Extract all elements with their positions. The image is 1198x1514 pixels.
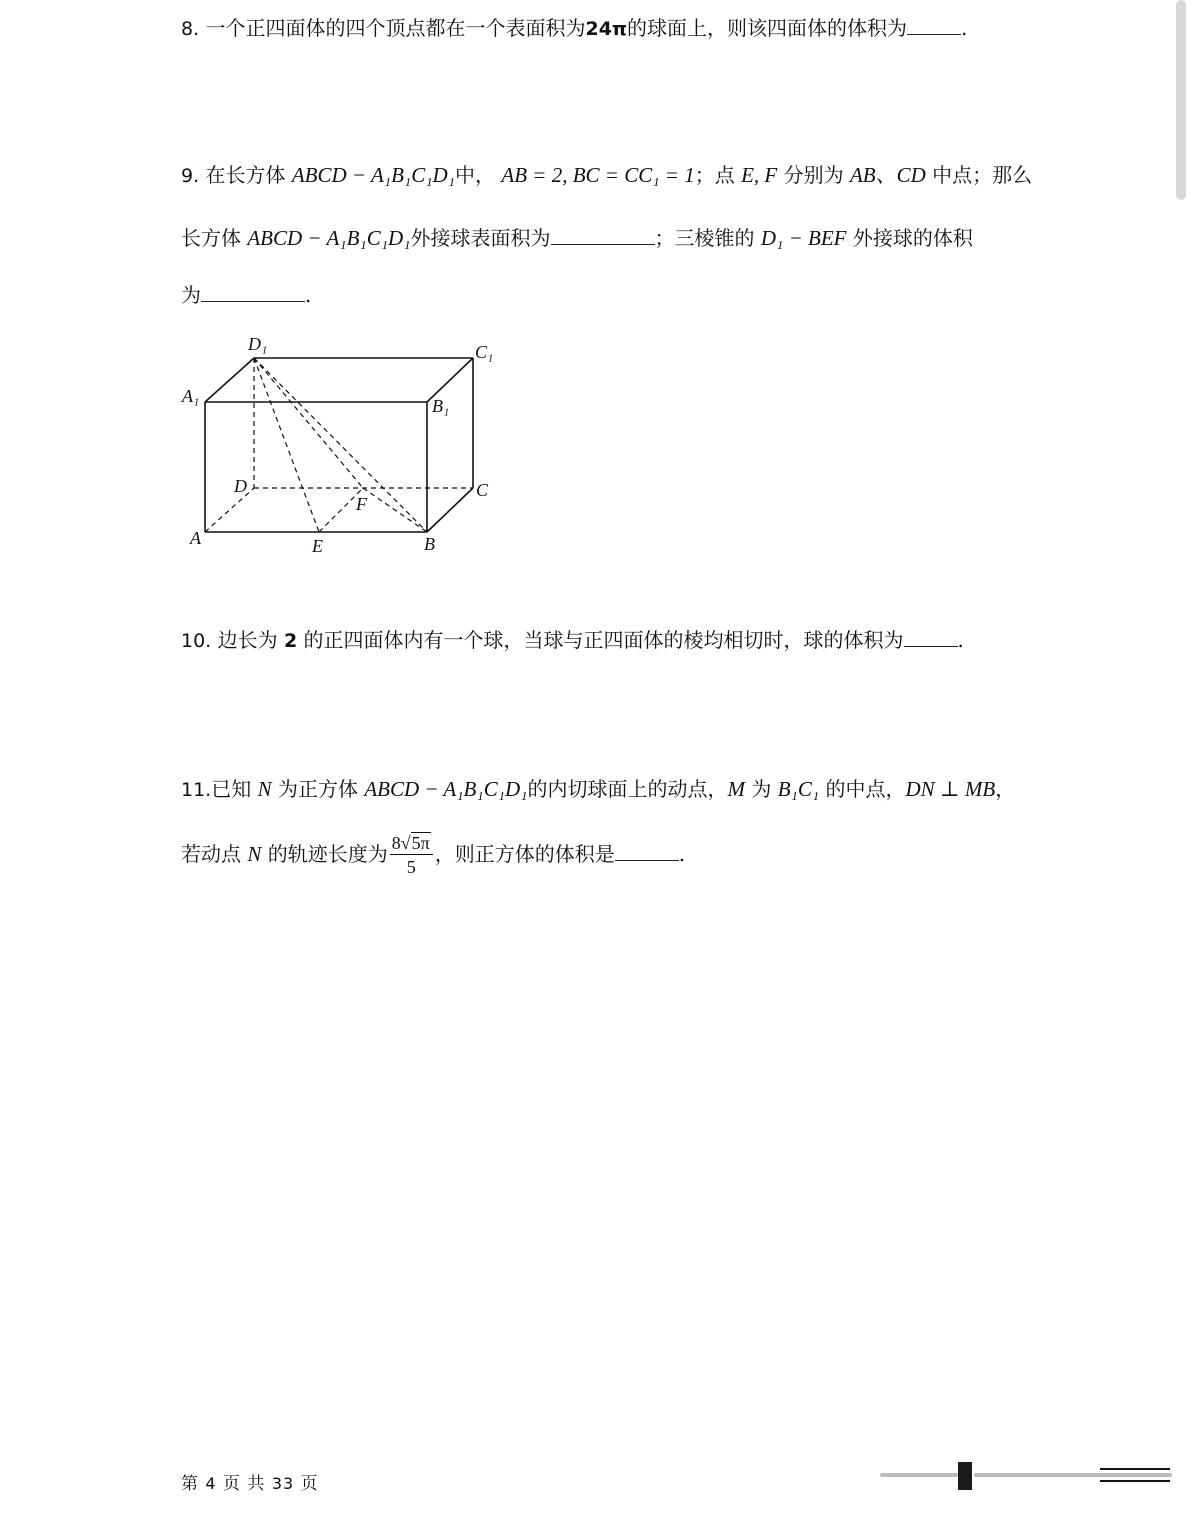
footer-text: 页 [300, 1474, 319, 1494]
segments: AB、CD [849, 163, 926, 187]
surface-area-value: 24π [585, 18, 627, 40]
period: . [305, 283, 312, 307]
question-text: 中点；那么 [932, 163, 1033, 187]
radicand: 5π [411, 833, 430, 853]
perpendicular-condition: DN ⊥ MB [905, 777, 996, 801]
question-number: 9. [181, 165, 200, 187]
condition: AB = 2, BC = CC₁ = 1 [501, 163, 695, 187]
footer-text: 页 共 [223, 1474, 266, 1494]
vertical-scrollbar[interactable] [1176, 0, 1186, 200]
question-text: 为 [751, 777, 772, 801]
period: . [678, 842, 686, 866]
question-text: 的轨迹长度为 [267, 842, 388, 866]
question-9-line-2 [181, 224, 973, 252]
question-text: 的中点， [825, 777, 906, 801]
question-text: 在长方体 [205, 163, 286, 187]
point-n: N [247, 842, 262, 866]
fraction-numerator: 8√5π [390, 832, 433, 855]
question-8 [181, 14, 967, 43]
trajectory-length-fraction [390, 832, 433, 879]
question-text: 的正四面体内有一个球，当球与正四面体的棱均相切时，球的体积为 [303, 628, 904, 652]
question-text: 的内切球面上的动点， [527, 777, 728, 801]
pyramid-name: D₁ − BEF [760, 226, 847, 250]
label-f: F [356, 494, 367, 514]
label-a: A [190, 528, 201, 548]
question-10 [181, 626, 964, 655]
solid-edges [205, 358, 473, 532]
answer-blank-surface-area[interactable] [551, 224, 655, 245]
point-n: N [257, 777, 272, 801]
cuboid-figure [178, 330, 496, 562]
question-text: 一个正四面体的四个顶点都在一个表面积为 [205, 16, 586, 40]
label-d1: D₁ [248, 334, 268, 354]
point-m: M [727, 777, 745, 801]
question-11-line-1 [181, 775, 1015, 804]
footer-text: 第 [181, 1474, 199, 1494]
question-text: ，则正方体的体积是 [434, 842, 615, 866]
label-b1: B₁ [432, 396, 450, 416]
answer-blank[interactable] [615, 840, 679, 861]
question-number: 11. [181, 779, 212, 801]
fraction-denominator: 5 [406, 857, 416, 877]
label-a1: A₁ [182, 386, 200, 406]
question-text: ；三棱锥的 [654, 226, 755, 250]
label-b: B [424, 534, 435, 554]
label-c1: C₁ [475, 342, 494, 362]
question-text: 的球面上，则该四面体的体积为 [626, 16, 907, 40]
question-text: 边长为 [217, 628, 278, 652]
current-page: 4 [205, 1474, 217, 1493]
question-text: 外接球表面积为 [410, 226, 551, 250]
question-11-line-2 [181, 824, 685, 884]
question-9-line-1 [181, 161, 1032, 190]
label-d: D [234, 476, 247, 496]
page-slider-handle[interactable] [958, 1462, 972, 1490]
page-footer [181, 1472, 319, 1496]
question-text: ；点 [694, 163, 735, 187]
period: . [957, 628, 964, 652]
label-e: E [312, 536, 323, 556]
hidden-edges [205, 358, 473, 532]
question-number: 10. [181, 630, 212, 652]
page-navigation-bar[interactable] [880, 1462, 1172, 1492]
segment-b1c1: B₁C₁ [777, 777, 820, 801]
box-name: ABCD − A₁B₁C₁D₁ [247, 226, 411, 250]
question-text: 分别为 [783, 163, 844, 187]
question-text: 中， [455, 163, 496, 187]
cube-name: ABCD − A₁B₁C₁D₁ [364, 777, 528, 801]
question-text: ， [995, 777, 1016, 801]
question-text: 长方体 [181, 226, 241, 250]
answer-blank[interactable] [904, 626, 958, 647]
question-text: 已知 [211, 777, 252, 801]
question-text: 若动点 [181, 842, 241, 866]
coefficient: 8 [391, 833, 401, 853]
label-c: C [476, 480, 489, 500]
edge-length-value: 2 [283, 630, 298, 652]
question-9-line-3 [181, 281, 311, 309]
answer-blank[interactable] [907, 14, 961, 35]
answer-blank-volume[interactable] [201, 281, 305, 302]
total-pages: 33 [271, 1474, 295, 1493]
question-text: 外接球的体积 [852, 226, 973, 250]
points: E, F [741, 163, 778, 187]
question-number: 8. [181, 18, 200, 40]
question-text: 为正方体 [277, 777, 358, 801]
period: . [960, 16, 968, 40]
box-name: ABCD − A₁B₁C₁D₁ [291, 163, 456, 187]
question-text: 为 [181, 283, 201, 307]
